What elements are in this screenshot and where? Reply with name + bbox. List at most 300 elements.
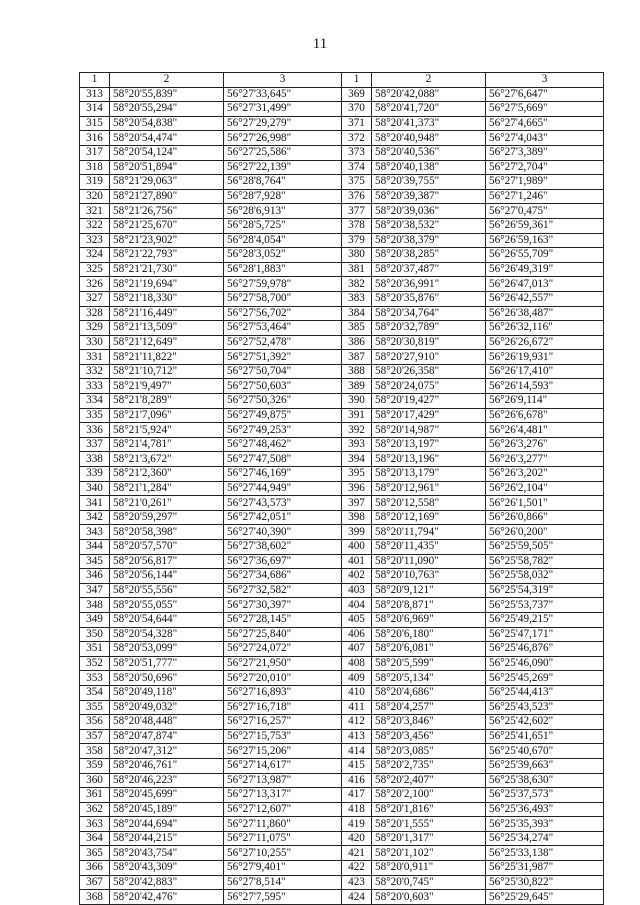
point-number-cell: 373 bbox=[342, 145, 372, 160]
point-number-cell: 359 bbox=[80, 758, 110, 773]
longitude-cell: 56°25'46,090" bbox=[486, 656, 604, 671]
table-row bbox=[80, 569, 604, 584]
coordinates-table bbox=[79, 72, 604, 905]
point-number-cell: 326 bbox=[80, 277, 110, 292]
longitude-cell: 56°27'5,669" bbox=[486, 102, 604, 117]
point-number-cell: 376 bbox=[342, 189, 372, 204]
latitude-cell: 58°20'13,179" bbox=[372, 467, 486, 482]
longitude-cell: 56°25'58,032" bbox=[486, 569, 604, 584]
longitude-cell: 56°27'4,665" bbox=[486, 116, 604, 131]
table-row bbox=[80, 525, 604, 540]
latitude-cell: 58°20'11,090" bbox=[372, 554, 486, 569]
point-number-cell: 420 bbox=[342, 831, 372, 846]
table-row bbox=[80, 817, 604, 832]
longitude-cell: 56°27'20,010" bbox=[224, 671, 342, 686]
table-row bbox=[80, 831, 604, 846]
longitude-cell: 56°25'35,393" bbox=[486, 817, 604, 832]
point-number-cell: 389 bbox=[342, 379, 372, 394]
latitude-cell: 58°20'41,720" bbox=[372, 102, 486, 117]
latitude-cell: 58°21'10,712" bbox=[110, 364, 224, 379]
longitude-cell: 56°26'6,678" bbox=[486, 408, 604, 423]
table-row bbox=[80, 248, 604, 263]
point-number-cell: 341 bbox=[80, 496, 110, 511]
longitude-cell: 56°27'13,987" bbox=[224, 773, 342, 788]
point-number-cell: 419 bbox=[342, 817, 372, 832]
latitude-cell: 58°21'2,360" bbox=[110, 467, 224, 482]
point-number-cell: 333 bbox=[80, 379, 110, 394]
latitude-cell: 58°20'0,603" bbox=[372, 890, 486, 905]
latitude-cell: 58°20'55,055" bbox=[110, 598, 224, 613]
latitude-cell: 58°20'0,911" bbox=[372, 861, 486, 876]
latitude-cell: 58°20'4,257" bbox=[372, 700, 486, 715]
longitude-cell: 56°27'16,257" bbox=[224, 715, 342, 730]
point-number-cell: 365 bbox=[80, 846, 110, 861]
table-row bbox=[80, 846, 604, 861]
table-row bbox=[80, 131, 604, 146]
longitude-cell: 56°25'38,630" bbox=[486, 773, 604, 788]
table-row bbox=[80, 510, 604, 525]
point-number-cell: 336 bbox=[80, 423, 110, 438]
point-number-cell: 404 bbox=[342, 598, 372, 613]
longitude-cell: 56°25'47,171" bbox=[486, 627, 604, 642]
point-number-cell: 317 bbox=[80, 145, 110, 160]
longitude-cell: 56°28'3,052" bbox=[224, 248, 342, 263]
latitude-cell: 58°20'12,169" bbox=[372, 510, 486, 525]
table-row bbox=[80, 773, 604, 788]
point-number-cell: 405 bbox=[342, 612, 372, 627]
longitude-cell: 56°25'45,269" bbox=[486, 671, 604, 686]
latitude-cell: 58°21'16,449" bbox=[110, 306, 224, 321]
latitude-cell: 58°20'5,599" bbox=[372, 656, 486, 671]
longitude-cell: 56°28'1,883" bbox=[224, 262, 342, 277]
latitude-cell: 58°20'10,763" bbox=[372, 569, 486, 584]
point-number-cell: 381 bbox=[342, 262, 372, 277]
latitude-cell: 58°20'11,794" bbox=[372, 525, 486, 540]
point-number-cell: 385 bbox=[342, 321, 372, 336]
point-number-cell: 348 bbox=[80, 598, 110, 613]
latitude-cell: 58°20'2,100" bbox=[372, 788, 486, 803]
longitude-cell: 56°27'4,043" bbox=[486, 131, 604, 146]
longitude-cell: 56°27'28,145" bbox=[224, 612, 342, 627]
latitude-cell: 58°20'56,817" bbox=[110, 554, 224, 569]
point-number-cell: 423 bbox=[342, 875, 372, 890]
point-number-cell: 340 bbox=[80, 481, 110, 496]
longitude-cell: 56°27'24,072" bbox=[224, 642, 342, 657]
latitude-cell: 58°21'29,063" bbox=[110, 175, 224, 190]
longitude-cell: 56°27'59,978" bbox=[224, 277, 342, 292]
table-row bbox=[80, 671, 604, 686]
column-header: 2 bbox=[372, 73, 486, 88]
point-number-cell: 374 bbox=[342, 160, 372, 175]
point-number-cell: 384 bbox=[342, 306, 372, 321]
point-number-cell: 335 bbox=[80, 408, 110, 423]
point-number-cell: 413 bbox=[342, 729, 372, 744]
point-number-cell: 354 bbox=[80, 685, 110, 700]
point-number-cell: 411 bbox=[342, 700, 372, 715]
latitude-cell: 58°20'1,102" bbox=[372, 846, 486, 861]
point-number-cell: 375 bbox=[342, 175, 372, 190]
longitude-cell: 56°27'40,390" bbox=[224, 525, 342, 540]
longitude-cell: 56°27'25,586" bbox=[224, 145, 342, 160]
table-row bbox=[80, 350, 604, 365]
point-number-cell: 344 bbox=[80, 540, 110, 555]
point-number-cell: 362 bbox=[80, 802, 110, 817]
point-number-cell: 415 bbox=[342, 758, 372, 773]
point-number-cell: 324 bbox=[80, 248, 110, 263]
point-number-cell: 396 bbox=[342, 481, 372, 496]
longitude-cell: 56°25'42,602" bbox=[486, 715, 604, 730]
latitude-cell: 58°21'11,822" bbox=[110, 350, 224, 365]
longitude-cell: 56°27'44,949" bbox=[224, 481, 342, 496]
table-row bbox=[80, 175, 604, 190]
table-row bbox=[80, 423, 604, 438]
table-row bbox=[80, 642, 604, 657]
point-number-cell: 399 bbox=[342, 525, 372, 540]
latitude-cell: 58°20'51,894" bbox=[110, 160, 224, 175]
table-row bbox=[80, 189, 604, 204]
latitude-cell: 58°20'13,196" bbox=[372, 452, 486, 467]
point-number-cell: 345 bbox=[80, 554, 110, 569]
point-number-cell: 360 bbox=[80, 773, 110, 788]
point-number-cell: 393 bbox=[342, 437, 372, 452]
latitude-cell: 58°20'40,536" bbox=[372, 145, 486, 160]
point-number-cell: 323 bbox=[80, 233, 110, 248]
longitude-cell: 56°26'26,672" bbox=[486, 335, 604, 350]
latitude-cell: 58°20'54,474" bbox=[110, 131, 224, 146]
latitude-cell: 58°21'3,672" bbox=[110, 452, 224, 467]
latitude-cell: 58°20'57,570" bbox=[110, 540, 224, 555]
table-row bbox=[80, 321, 604, 336]
latitude-cell: 58°20'43,754" bbox=[110, 846, 224, 861]
point-number-cell: 421 bbox=[342, 846, 372, 861]
longitude-cell: 56°26'9,114" bbox=[486, 394, 604, 409]
point-number-cell: 343 bbox=[80, 525, 110, 540]
latitude-cell: 58°21'5,924" bbox=[110, 423, 224, 438]
point-number-cell: 407 bbox=[342, 642, 372, 657]
point-number-cell: 414 bbox=[342, 744, 372, 759]
longitude-cell: 56°27'51,392" bbox=[224, 350, 342, 365]
latitude-cell: 58°21'19,694" bbox=[110, 277, 224, 292]
point-number-cell: 397 bbox=[342, 496, 372, 511]
longitude-cell: 56°27'15,753" bbox=[224, 729, 342, 744]
point-number-cell: 334 bbox=[80, 394, 110, 409]
point-number-cell: 342 bbox=[80, 510, 110, 525]
longitude-cell: 56°26'59,163" bbox=[486, 233, 604, 248]
latitude-cell: 58°21'8,289" bbox=[110, 394, 224, 409]
point-number-cell: 338 bbox=[80, 452, 110, 467]
latitude-cell: 58°20'2,407" bbox=[372, 773, 486, 788]
longitude-cell: 56°25'34,274" bbox=[486, 831, 604, 846]
latitude-cell: 58°20'40,948" bbox=[372, 131, 486, 146]
longitude-cell: 56°28'6,913" bbox=[224, 204, 342, 219]
longitude-cell: 56°25'54,319" bbox=[486, 583, 604, 598]
latitude-cell: 58°20'53,099" bbox=[110, 642, 224, 657]
longitude-cell: 56°27'14,617" bbox=[224, 758, 342, 773]
latitude-cell: 58°20'42,088" bbox=[372, 87, 486, 102]
latitude-cell: 58°21'1,284" bbox=[110, 481, 224, 496]
latitude-cell: 58°21'13,509" bbox=[110, 321, 224, 336]
point-number-cell: 410 bbox=[342, 685, 372, 700]
longitude-cell: 56°26'3,277" bbox=[486, 452, 604, 467]
table-row bbox=[80, 452, 604, 467]
point-number-cell: 388 bbox=[342, 364, 372, 379]
latitude-cell: 58°20'37,487" bbox=[372, 262, 486, 277]
longitude-cell: 56°27'1,989" bbox=[486, 175, 604, 190]
longitude-cell: 56°26'32,116" bbox=[486, 321, 604, 336]
longitude-cell: 56°25'37,573" bbox=[486, 788, 604, 803]
latitude-cell: 58°20'55,839" bbox=[110, 87, 224, 102]
point-number-cell: 319 bbox=[80, 175, 110, 190]
point-number-cell: 402 bbox=[342, 569, 372, 584]
latitude-cell: 58°20'47,312" bbox=[110, 744, 224, 759]
longitude-cell: 56°26'3,202" bbox=[486, 467, 604, 482]
table-row bbox=[80, 802, 604, 817]
longitude-cell: 56°26'0,866" bbox=[486, 510, 604, 525]
table-row bbox=[80, 102, 604, 117]
latitude-cell: 58°21'25,670" bbox=[110, 218, 224, 233]
latitude-cell: 58°20'13,197" bbox=[372, 437, 486, 452]
longitude-cell: 56°27'31,499" bbox=[224, 102, 342, 117]
point-number-cell: 392 bbox=[342, 423, 372, 438]
table-row bbox=[80, 379, 604, 394]
point-number-cell: 400 bbox=[342, 540, 372, 555]
latitude-cell: 58°20'1,555" bbox=[372, 817, 486, 832]
latitude-cell: 58°20'11,435" bbox=[372, 540, 486, 555]
longitude-cell: 56°27'50,704" bbox=[224, 364, 342, 379]
latitude-cell: 58°20'27,910" bbox=[372, 350, 486, 365]
table-row bbox=[80, 335, 604, 350]
longitude-cell: 56°27'7,595" bbox=[224, 890, 342, 905]
latitude-cell: 58°20'54,838" bbox=[110, 116, 224, 131]
longitude-cell: 56°27'11,075" bbox=[224, 831, 342, 846]
table-row bbox=[80, 306, 604, 321]
longitude-cell: 56°26'59,361" bbox=[486, 218, 604, 233]
longitude-cell: 56°27'9,401" bbox=[224, 861, 342, 876]
point-number-cell: 406 bbox=[342, 627, 372, 642]
column-header: 1 bbox=[342, 73, 372, 88]
point-number-cell: 327 bbox=[80, 291, 110, 306]
latitude-cell: 58°20'3,456" bbox=[372, 729, 486, 744]
longitude-cell: 56°27'36,697" bbox=[224, 554, 342, 569]
latitude-cell: 58°21'26,756" bbox=[110, 204, 224, 219]
table-row bbox=[80, 627, 604, 642]
longitude-cell: 56°26'19,931" bbox=[486, 350, 604, 365]
latitude-cell: 58°20'38,379" bbox=[372, 233, 486, 248]
longitude-cell: 56°27'16,893" bbox=[224, 685, 342, 700]
latitude-cell: 58°21'27,890" bbox=[110, 189, 224, 204]
longitude-cell: 56°27'38,602" bbox=[224, 540, 342, 555]
longitude-cell: 56°27'32,582" bbox=[224, 583, 342, 598]
table-row bbox=[80, 233, 604, 248]
column-header: 3 bbox=[486, 73, 604, 88]
latitude-cell: 58°20'44,215" bbox=[110, 831, 224, 846]
table-row bbox=[80, 758, 604, 773]
point-number-cell: 313 bbox=[80, 87, 110, 102]
table-row bbox=[80, 87, 604, 102]
table-row bbox=[80, 540, 604, 555]
latitude-cell: 58°20'5,134" bbox=[372, 671, 486, 686]
longitude-cell: 56°27'0,475" bbox=[486, 204, 604, 219]
point-number-cell: 356 bbox=[80, 715, 110, 730]
point-number-cell: 328 bbox=[80, 306, 110, 321]
longitude-cell: 56°27'13,317" bbox=[224, 788, 342, 803]
point-number-cell: 358 bbox=[80, 744, 110, 759]
longitude-cell: 56°26'55,709" bbox=[486, 248, 604, 263]
point-number-cell: 346 bbox=[80, 569, 110, 584]
point-number-cell: 372 bbox=[342, 131, 372, 146]
latitude-cell: 58°20'55,294" bbox=[110, 102, 224, 117]
longitude-cell: 56°27'30,397" bbox=[224, 598, 342, 613]
latitude-cell: 58°20'39,755" bbox=[372, 175, 486, 190]
point-number-cell: 391 bbox=[342, 408, 372, 423]
latitude-cell: 58°21'4,781" bbox=[110, 437, 224, 452]
latitude-cell: 58°20'58,398" bbox=[110, 525, 224, 540]
latitude-cell: 58°20'48,448" bbox=[110, 715, 224, 730]
longitude-cell: 56°27'1,246" bbox=[486, 189, 604, 204]
point-number-cell: 424 bbox=[342, 890, 372, 905]
longitude-cell: 56°27'15,206" bbox=[224, 744, 342, 759]
latitude-cell: 58°20'4,686" bbox=[372, 685, 486, 700]
point-number-cell: 382 bbox=[342, 277, 372, 292]
longitude-cell: 56°25'53,737" bbox=[486, 598, 604, 613]
latitude-cell: 58°20'26,358" bbox=[372, 364, 486, 379]
longitude-cell: 56°28'5,725" bbox=[224, 218, 342, 233]
point-number-cell: 325 bbox=[80, 262, 110, 277]
table-row bbox=[80, 788, 604, 803]
longitude-cell: 56°25'41,651" bbox=[486, 729, 604, 744]
latitude-cell: 58°20'39,036" bbox=[372, 204, 486, 219]
longitude-cell: 56°27'58,700" bbox=[224, 291, 342, 306]
point-number-cell: 418 bbox=[342, 802, 372, 817]
point-number-cell: 378 bbox=[342, 218, 372, 233]
table-row bbox=[80, 685, 604, 700]
longitude-cell: 56°27'53,464" bbox=[224, 321, 342, 336]
longitude-cell: 56°27'46,169" bbox=[224, 467, 342, 482]
table-row bbox=[80, 394, 604, 409]
point-number-cell: 321 bbox=[80, 204, 110, 219]
point-number-cell: 416 bbox=[342, 773, 372, 788]
longitude-cell: 56°27'11,860" bbox=[224, 817, 342, 832]
latitude-cell: 58°20'54,328" bbox=[110, 627, 224, 642]
latitude-cell: 58°21'0,261" bbox=[110, 496, 224, 511]
longitude-cell: 56°27'2,704" bbox=[486, 160, 604, 175]
table-row bbox=[80, 861, 604, 876]
point-number-cell: 351 bbox=[80, 642, 110, 657]
longitude-cell: 56°28'4,054" bbox=[224, 233, 342, 248]
latitude-cell: 58°20'6,969" bbox=[372, 612, 486, 627]
longitude-cell: 56°25'30,822" bbox=[486, 875, 604, 890]
table-header-row bbox=[80, 73, 604, 88]
latitude-cell: 58°20'14,987" bbox=[372, 423, 486, 438]
point-number-cell: 363 bbox=[80, 817, 110, 832]
point-number-cell: 412 bbox=[342, 715, 372, 730]
point-number-cell: 316 bbox=[80, 131, 110, 146]
table-row bbox=[80, 145, 604, 160]
table-row bbox=[80, 656, 604, 671]
column-header: 1 bbox=[80, 73, 110, 88]
longitude-cell: 56°27'3,389" bbox=[486, 145, 604, 160]
point-number-cell: 417 bbox=[342, 788, 372, 803]
point-number-cell: 353 bbox=[80, 671, 110, 686]
longitude-cell: 56°25'43,523" bbox=[486, 700, 604, 715]
longitude-cell: 56°26'47,013" bbox=[486, 277, 604, 292]
table-body bbox=[80, 87, 604, 904]
table-row bbox=[80, 612, 604, 627]
table-row bbox=[80, 554, 604, 569]
point-number-cell: 337 bbox=[80, 437, 110, 452]
latitude-cell: 58°20'3,846" bbox=[372, 715, 486, 730]
point-number-cell: 386 bbox=[342, 335, 372, 350]
table-row bbox=[80, 116, 604, 131]
latitude-cell: 58°21'7,096" bbox=[110, 408, 224, 423]
latitude-cell: 58°20'40,138" bbox=[372, 160, 486, 175]
longitude-cell: 56°27'52,478" bbox=[224, 335, 342, 350]
point-number-cell: 349 bbox=[80, 612, 110, 627]
point-number-cell: 380 bbox=[342, 248, 372, 263]
point-number-cell: 370 bbox=[342, 102, 372, 117]
latitude-cell: 58°20'12,961" bbox=[372, 481, 486, 496]
table-row bbox=[80, 437, 604, 452]
latitude-cell: 58°20'49,118" bbox=[110, 685, 224, 700]
longitude-cell: 56°27'8,514" bbox=[224, 875, 342, 890]
latitude-cell: 58°20'46,223" bbox=[110, 773, 224, 788]
latitude-cell: 58°20'51,777" bbox=[110, 656, 224, 671]
point-number-cell: 357 bbox=[80, 729, 110, 744]
latitude-cell: 58°20'44,694" bbox=[110, 817, 224, 832]
table-row bbox=[80, 218, 604, 233]
column-header: 3 bbox=[224, 73, 342, 88]
longitude-cell: 56°27'34,686" bbox=[224, 569, 342, 584]
longitude-cell: 56°28'7,928" bbox=[224, 189, 342, 204]
latitude-cell: 58°20'41,373" bbox=[372, 116, 486, 131]
table-row bbox=[80, 700, 604, 715]
longitude-cell: 56°27'26,998" bbox=[224, 131, 342, 146]
latitude-cell: 58°20'59,297" bbox=[110, 510, 224, 525]
latitude-cell: 58°20'49,032" bbox=[110, 700, 224, 715]
point-number-cell: 367 bbox=[80, 875, 110, 890]
point-number-cell: 371 bbox=[342, 116, 372, 131]
point-number-cell: 366 bbox=[80, 861, 110, 876]
point-number-cell: 398 bbox=[342, 510, 372, 525]
table-row bbox=[80, 890, 604, 905]
longitude-cell: 56°26'4,481" bbox=[486, 423, 604, 438]
table-row bbox=[80, 598, 604, 613]
latitude-cell: 58°20'39,387" bbox=[372, 189, 486, 204]
latitude-cell: 58°20'42,883" bbox=[110, 875, 224, 890]
point-number-cell: 377 bbox=[342, 204, 372, 219]
longitude-cell: 56°27'25,840" bbox=[224, 627, 342, 642]
longitude-cell: 56°26'1,501" bbox=[486, 496, 604, 511]
latitude-cell: 58°21'18,330" bbox=[110, 291, 224, 306]
table-row bbox=[80, 277, 604, 292]
table-row bbox=[80, 875, 604, 890]
table-row bbox=[80, 262, 604, 277]
longitude-cell: 56°26'42,557" bbox=[486, 291, 604, 306]
latitude-cell: 58°20'6,180" bbox=[372, 627, 486, 642]
latitude-cell: 58°20'30,819" bbox=[372, 335, 486, 350]
longitude-cell: 56°25'31,987" bbox=[486, 861, 604, 876]
latitude-cell: 58°20'38,532" bbox=[372, 218, 486, 233]
latitude-cell: 58°20'8,871" bbox=[372, 598, 486, 613]
longitude-cell: 56°27'49,875" bbox=[224, 408, 342, 423]
latitude-cell: 58°20'2,735" bbox=[372, 758, 486, 773]
latitude-cell: 58°20'3,085" bbox=[372, 744, 486, 759]
longitude-cell: 56°26'2,104" bbox=[486, 481, 604, 496]
latitude-cell: 58°20'32,789" bbox=[372, 321, 486, 336]
latitude-cell: 58°20'12,558" bbox=[372, 496, 486, 511]
longitude-cell: 56°26'17,410" bbox=[486, 364, 604, 379]
latitude-cell: 58°20'45,699" bbox=[110, 788, 224, 803]
